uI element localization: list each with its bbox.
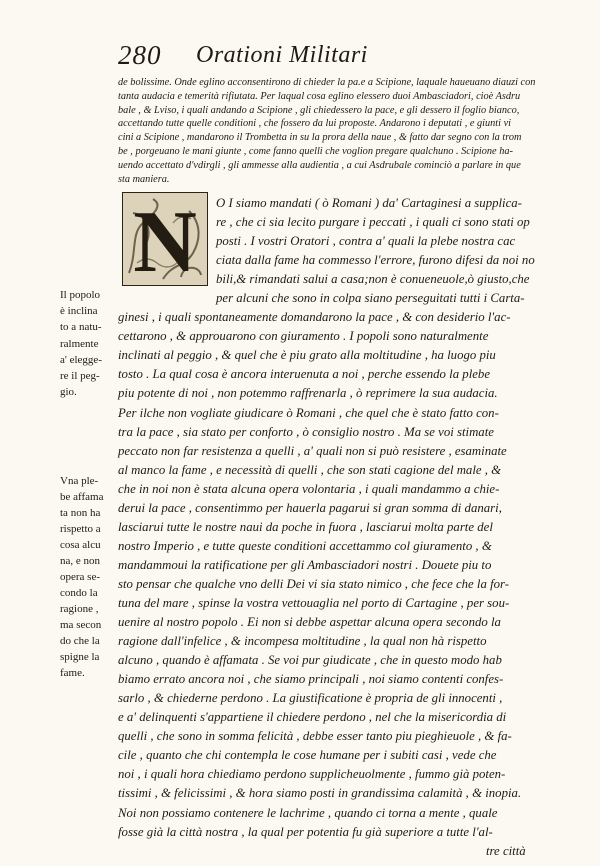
body-line: lasciarui tutte le nostre naui da poche in fuora , lasciarui molta parte del bbox=[118, 519, 493, 534]
intro-line: tanta audacia e temerità rifiutata. Per laqual cosa eglino elessero duoi Ambasciadori, cioè Asdru bbox=[118, 90, 521, 102]
body-line: per alcuni che sono in colpa siano perseguitati tutti i Carta- bbox=[216, 291, 525, 306]
body-line: fosse già la città nostra , la qual per potentia fu già superiore a tutte l'al- bbox=[118, 824, 493, 839]
body-line: derui la pace , consentimmo per hauerla pagarui si gran somma di danari, bbox=[118, 500, 502, 515]
margin-line: ralmente bbox=[60, 337, 99, 350]
intro-line: de bolissime. Onde eglino acconsentirono di chieder la pa.e a Scipione, laquale haueuano diauzi con bbox=[118, 77, 536, 88]
margin-line: Vna ple- bbox=[60, 475, 99, 487]
margin-line: na, e non bbox=[60, 555, 101, 567]
body-line: al manco la fame , e necessità di quelli , che son stati cagione del male , & bbox=[118, 462, 502, 477]
margin-line: ma secon bbox=[60, 619, 102, 631]
body-line: cile , quanto che chi contempla le cose humane per i subiti casi , vede che bbox=[118, 748, 497, 763]
initial-letter-n: N bbox=[133, 194, 197, 285]
body-line: alcuno , quando è affamata . Se voi pur giudicate , che in questo modo hab bbox=[118, 653, 502, 668]
margin-line: spigne la bbox=[60, 651, 100, 663]
body-line: mandammoui la ratificatione per gli Ambasciadori nostri . Douete piu to bbox=[118, 557, 492, 572]
body-line: quelli , che sono in somma felicità , debbe esser tanto piu pieghieuole , & fa- bbox=[118, 729, 512, 744]
body-line: re , che ci sia lecito purgare i peccati , i quali ci sono stati op bbox=[216, 215, 530, 230]
running-title: Orationi Militari bbox=[196, 42, 368, 68]
body-line: ciata dalla fame ha commesso l'errore, furono difesi da noi no bbox=[216, 253, 535, 268]
body-line: piu potente di noi , non potemmo raffrenarla , ò reprimere la sua audacia. bbox=[118, 386, 498, 401]
body-line: e a' delinquenti s'appartiene il chiedere perdono , nel che la misericordia di bbox=[118, 710, 507, 725]
body-line: tissimi , & felicissimi , & hora siamo posti in grandissima calamità , & inopia. bbox=[118, 786, 522, 801]
margin-line: do che la bbox=[60, 635, 100, 647]
body-line: ginesi , i quali spontaneamente domandarono la pace , & con desiderio l'ac- bbox=[118, 310, 511, 325]
margin-line: be affama bbox=[60, 491, 104, 503]
intro-line: be , porgeuano le mani giunte , come fanno quelli che voglion pregare qualchuno . Scipione ha- bbox=[118, 145, 513, 157]
body-line: tuna del mare , spinse la vostra vettouaglia nel porto di Cartagine , per sou- bbox=[118, 595, 510, 610]
margin-line: a' elegge- bbox=[60, 353, 102, 366]
intro-line: uendo accettato d'vdirgli , gli ammesse alla audientia , a cui Asdrubale cominciò a parlare in que bbox=[118, 159, 521, 171]
oration-text bbox=[118, 194, 573, 861]
margin-line: Il popolo bbox=[60, 289, 101, 301]
margin-line: cosa alcu bbox=[60, 539, 101, 551]
body-line: tre città bbox=[486, 843, 526, 858]
body-line: cettarono , & approuarono con giuramento . I popoli sono naturalmente bbox=[118, 329, 489, 344]
margin-line: fame. bbox=[60, 667, 85, 679]
body-line: noi , i quali hora chiediamo perdono supplicheuolmente , fummo già poten- bbox=[118, 767, 506, 782]
margin-note bbox=[60, 287, 102, 400]
body-line: che in noi non è stata alcuna opera volontaria , i quali mandammo a chie- bbox=[118, 481, 500, 496]
body-line: peccato non far resistenza a quelli , a' quali non si può resistere , esaminate bbox=[118, 443, 507, 458]
margin-line: gio. bbox=[60, 386, 77, 399]
margin-line: rispetto a bbox=[60, 523, 101, 535]
margin-line: re il peg- bbox=[60, 370, 100, 383]
intro-line: sta maniera. bbox=[118, 173, 170, 185]
body-line: ragione dall'infelice , & incompesa moltitudine , la qual non hà rispetto bbox=[118, 634, 487, 649]
margin-line: condo la bbox=[60, 587, 98, 599]
intro-paragraph bbox=[118, 76, 568, 186]
body-line: posti . I vostri Oratori , contra a' quali la plebe nostra cac bbox=[216, 234, 516, 249]
margin-line: ragione , bbox=[60, 603, 99, 615]
intro-line: cini a Scipione , mandarono il Trombetta in su la prora della naue , & fatto dar segno con la trom bbox=[118, 132, 522, 144]
body-line: inclinati al peggio , & quel che è piu grato alla moltitudine , ha luogo piu bbox=[118, 348, 496, 363]
body-line: sarlo , & chiederne perdono . La giustificatione è propria de gli innocenti , bbox=[118, 691, 503, 706]
body-line: biamo errato ancora noi , che siamo principali , noi siamo contenti confes- bbox=[118, 672, 504, 687]
body-line: bili,& rimandati salui a casa;non è conueneuole,ò giusto,che bbox=[216, 272, 530, 287]
body-line: nostro Imperio , e tutte queste conditioni accettammo col giuramento , & bbox=[118, 538, 492, 553]
intro-line: accettando tutte quelle conditioni , che fossero da lui proposte. Andarono i deputati , e giunti vi bbox=[118, 118, 512, 130]
body-line: tosto . La qual cosa è ancora interuenuta a noi , perche essendo la plebe bbox=[118, 367, 491, 382]
margin-line: to a natu- bbox=[60, 321, 102, 334]
body-line: sto pensar che qualche vno delli Dei vi sia stato nimico , che fece che la for- bbox=[118, 576, 510, 591]
margin-line: opera se- bbox=[60, 571, 101, 583]
margin-line: ta non ha bbox=[60, 507, 101, 519]
page-number: 280 bbox=[118, 40, 162, 70]
page-header bbox=[118, 40, 558, 70]
body-line: Noi non possiamo contenere le lachrime , quando ci torna a mente , quale bbox=[118, 805, 498, 820]
margin-line: è inclina bbox=[60, 305, 98, 318]
intro-line: bale , & Lviso, i quali andando a Scipione , gli chiedessero la pace, e gli dessero il foglio bianco, bbox=[118, 104, 520, 116]
body-line: O I siamo mandati ( ò Romani ) da' Cartaginesi a supplica- bbox=[216, 196, 522, 210]
body-line: Per ilche non vogliate giudicare ò Romani , che quel che è stato fatto con- bbox=[118, 405, 499, 420]
margin-note bbox=[60, 473, 103, 681]
body-line: uenire al nostro popolo . Ei non si debbe aspettar alcuna opera secondo la bbox=[118, 615, 501, 630]
body-line: tra la pace , sia stato per conforto , ò consiglio nostro . Ma se voi stimate bbox=[118, 424, 494, 439]
